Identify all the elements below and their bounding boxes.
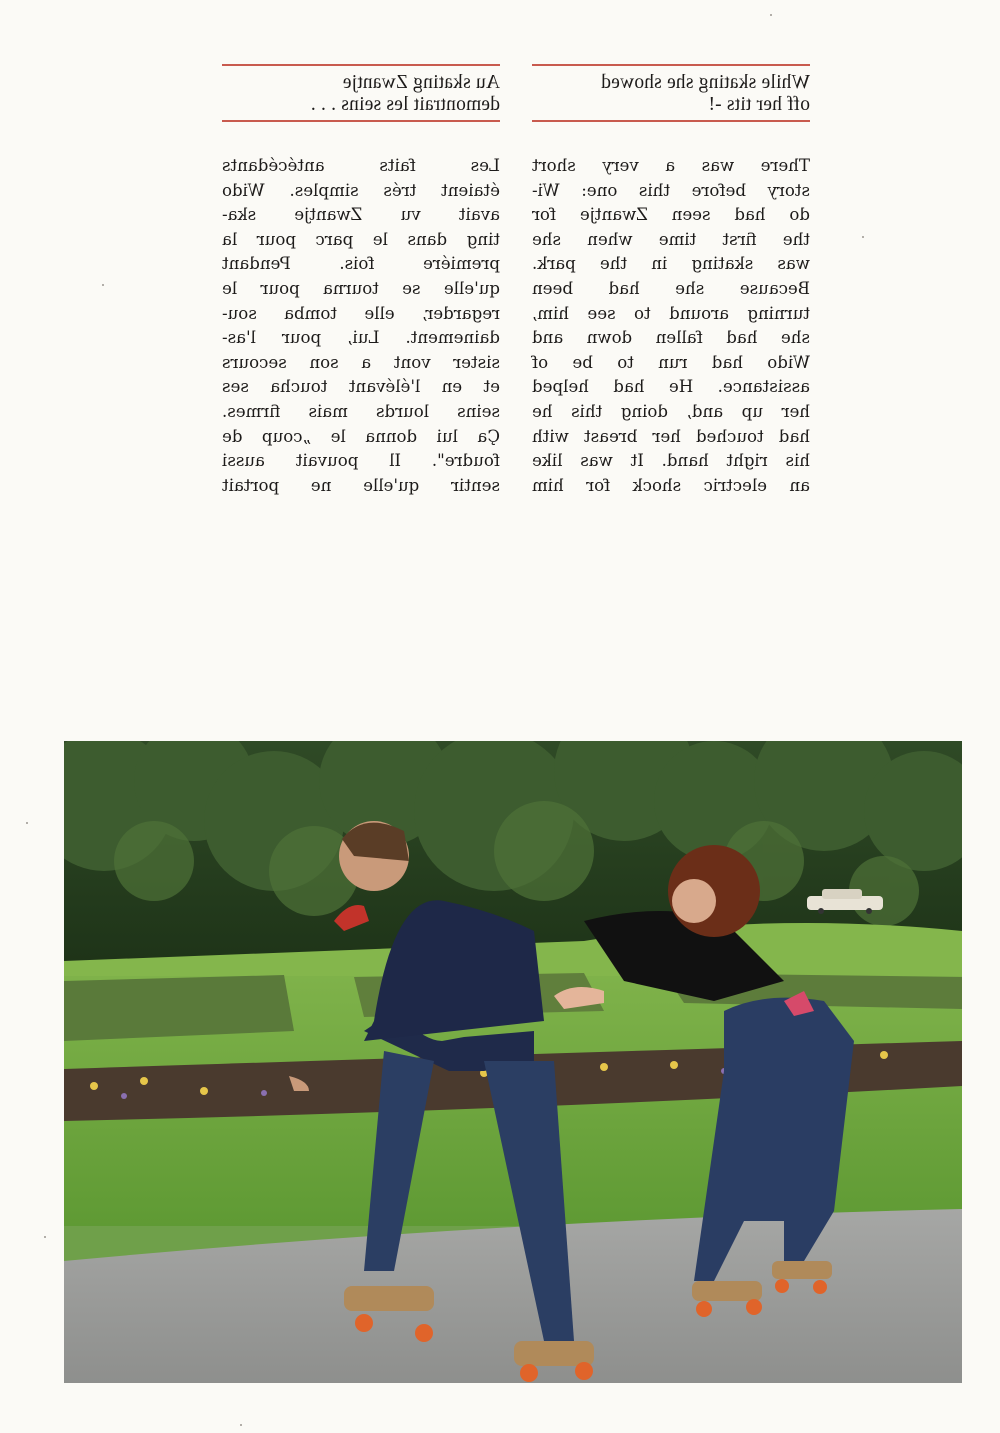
english-body xyxy=(532,154,810,498)
english-body-line: her up and, doing this he xyxy=(532,401,810,421)
french-body-line: regarder, elle tomba sou- xyxy=(222,303,500,323)
flower-bed-left xyxy=(64,975,294,1041)
skating-path xyxy=(64,1209,962,1383)
english-body-line: Because she had been xyxy=(532,278,810,298)
english-body-line: There was a very short xyxy=(532,156,810,175)
english-column xyxy=(532,64,810,498)
english-body-line: had touched her breast with xyxy=(532,426,810,446)
english-body-line: do had seen Zwantje for xyxy=(532,205,810,225)
paper-speck xyxy=(862,236,864,238)
english-heading xyxy=(532,66,810,120)
english-body-line: Wido had run to be of xyxy=(532,352,810,372)
paper-speck xyxy=(102,284,104,286)
french-body xyxy=(222,154,500,498)
english-body-line: an electric shock for him xyxy=(532,475,810,495)
paper-speck xyxy=(26,822,28,824)
french-body-line: sister vont a son secours xyxy=(222,352,500,372)
english-heading-line: While skating she showed xyxy=(601,72,810,93)
paper-speck xyxy=(240,1424,242,1426)
french-heading xyxy=(222,66,500,120)
french-body-line: et en l'élévant toucha ses xyxy=(222,377,500,397)
english-body-line: the first time when she xyxy=(532,229,810,249)
english-body-line: assistance. He had helped xyxy=(532,377,810,397)
french-column xyxy=(222,64,500,498)
english-body-line: she had fallen down and xyxy=(532,328,810,348)
english-body-line: his right hand. It was like xyxy=(532,451,810,471)
english-body-line: was skating in the park. xyxy=(532,254,810,274)
heading-bottom-rule xyxy=(532,120,810,122)
french-body-line: qu'elle se tourna pour le xyxy=(222,278,500,298)
park-skating-photo xyxy=(64,741,962,1383)
english-heading-line: off her tits -! xyxy=(708,94,810,115)
french-body-line: foudre". Il pouvait aussi xyxy=(222,451,500,471)
french-heading-line: demontrait les seins . . . xyxy=(310,94,500,115)
french-body-line: Les faits antécédants xyxy=(222,156,500,175)
french-body-line: Ça lui donna le „coup de xyxy=(222,426,500,446)
french-body-line: ting dans le parc pour la xyxy=(222,229,500,249)
french-body-line: seins lourds mais firmes. xyxy=(222,401,500,421)
paper-speck xyxy=(44,1236,46,1238)
french-heading-line: Au skating Zwantje xyxy=(342,72,500,93)
heading-bottom-rule xyxy=(222,120,500,122)
french-body-line: sentir qu'elle ne portait xyxy=(222,475,500,495)
english-body-line: story before this one: Wi- xyxy=(532,180,810,200)
french-body-line: étaient trés simples. Wido xyxy=(222,180,500,200)
english-body-line: turning around to see him, xyxy=(532,303,810,323)
french-body-line: avait vu Zwantje ska- xyxy=(222,205,500,225)
paper-speck xyxy=(770,14,772,16)
french-body-line: dainement. Lui, pour l'as- xyxy=(222,328,500,348)
french-body-line: premiére fois. Pendant xyxy=(222,254,500,274)
